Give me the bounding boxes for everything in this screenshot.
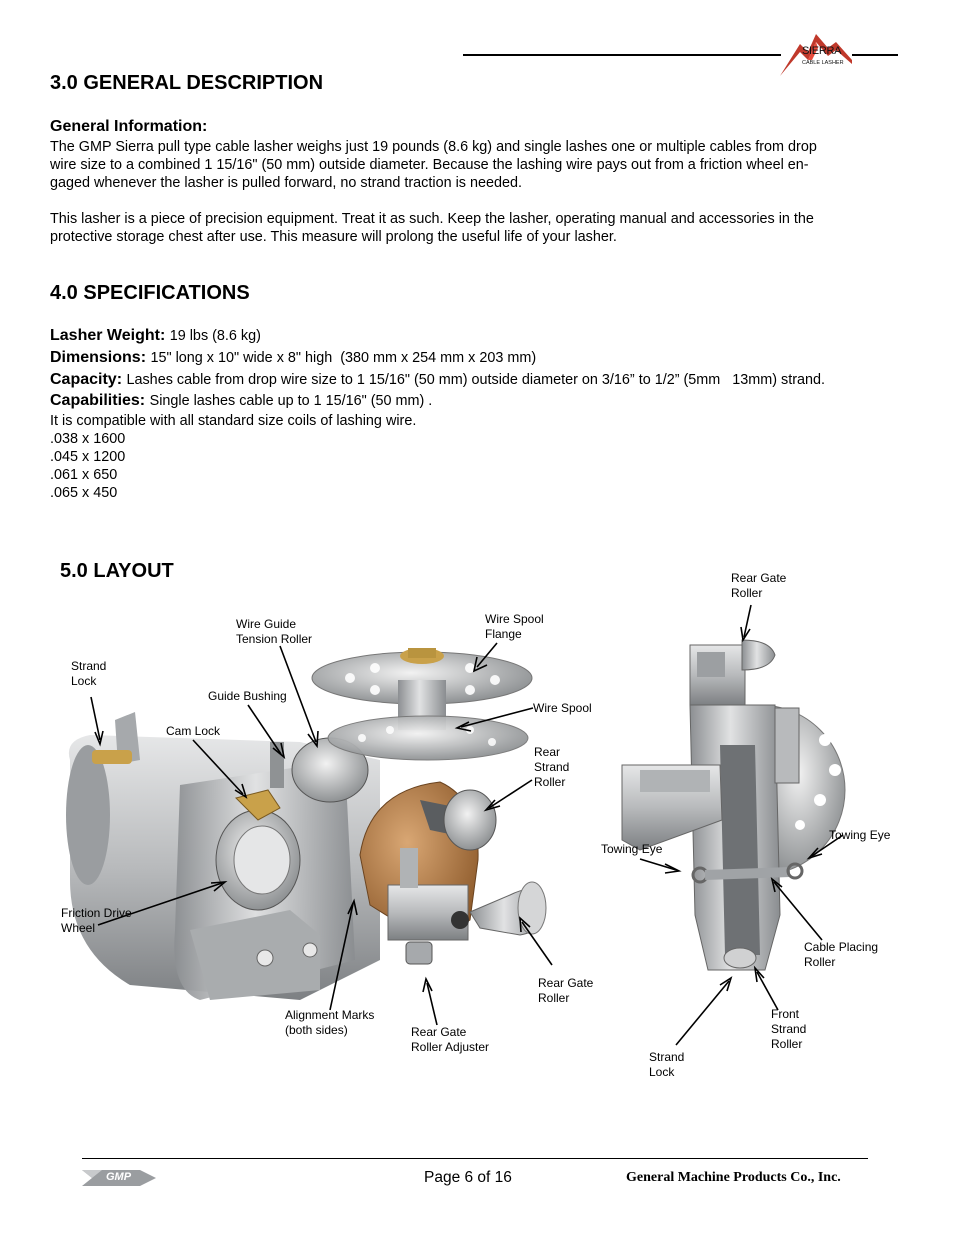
compat-line: It is compatible with all standard size coils of lashing wire. <box>50 413 417 429</box>
spec-dimensions-value: 15" long x 10" wide x 8" high (380 mm x 254 mm x 203 mm) <box>150 350 537 366</box>
callout-front-strand-roller <box>771 1007 806 1052</box>
callout-right-rear-gate-roller <box>731 571 786 601</box>
callout-wire-spool-flange <box>485 612 544 642</box>
callout-line: Flange <box>485 627 522 641</box>
callout-cam-lock <box>166 724 220 739</box>
callout-line: (both sides) <box>285 1023 348 1037</box>
callout-right-towing-eye <box>829 828 890 843</box>
section-5-title: 5.0 LAYOUT <box>60 560 174 582</box>
gmp-logo-text: GMP <box>106 1171 132 1183</box>
callout-line: Roller <box>538 991 570 1005</box>
logo-subtext: CABLE LASHER <box>802 60 844 66</box>
spec-weight-label: Lasher Weight: <box>50 327 166 344</box>
spec-capabilities-value: Single lashes cable up to 1 15/16" (50 mm) . <box>149 393 433 409</box>
callout-wire-guide-tension-roller <box>236 617 312 647</box>
coil-item: .038 x 1600 <box>50 431 126 447</box>
paragraph-line: This lasher is a piece of precision equipment. Treat it as such. Keep the lasher, operating manual and accessories in the <box>50 211 814 227</box>
spec-dimensions-label: Dimensions: <box>50 349 147 366</box>
callout-line: Towing Eye <box>601 842 663 856</box>
callout-rear-strand-roller <box>534 745 569 790</box>
callout-line: Wire Guide <box>236 617 297 631</box>
paragraph-line: protective storage chest after use. This measure will prolong the useful life of your lasher. <box>50 229 617 245</box>
callout-right-strand-lock <box>649 1050 684 1080</box>
callout-line: Strand <box>649 1050 685 1064</box>
callout-line: Front <box>771 1007 800 1021</box>
callout-wire-spool <box>533 701 592 716</box>
callout-line: Wire Spool <box>485 612 544 626</box>
paragraph-line: gaged whenever the lasher is pulled forward, no strand traction is needed. <box>50 175 522 191</box>
callout-line: Lock <box>71 674 97 688</box>
callout-line: Lock <box>649 1065 675 1079</box>
section-3-subtitle: General Information: <box>50 118 208 135</box>
callout-line: Roller <box>804 955 836 969</box>
callout-line: Towing Eye <box>829 828 891 842</box>
spec-capacity-label: Capacity: <box>50 371 123 388</box>
page-number: Page 6 of 16 <box>424 1169 512 1186</box>
callout-line: Strand <box>71 659 107 673</box>
callout-line: Tension Roller <box>236 632 313 646</box>
callout-line: Wire Spool <box>533 701 592 715</box>
callout-line: Alignment Marks <box>285 1008 375 1022</box>
callout-left-towing-eye <box>601 842 662 857</box>
callout-line: Roller <box>534 775 566 789</box>
coil-item: .061 x 650 <box>50 467 118 483</box>
footer-rule <box>82 1158 868 1159</box>
callout-line: Cam Lock <box>166 724 221 738</box>
callout-line: Guide Bushing <box>208 689 287 703</box>
paragraph-line: The GMP Sierra pull type cable lasher weighs just 19 pounds (8.6 kg) and single lashes one or multiple cables from drop <box>50 139 817 155</box>
callout-line: Friction Drive <box>61 906 132 920</box>
callout-rear-gate-roller-adjuster <box>411 1025 489 1055</box>
spec-capacity-value: Lashes cable from drop wire size to 1 15/16" (50 mm) outside diameter on 3/16” to 1/2” (5mm 13mm) strand. <box>126 372 826 388</box>
callout-line: Rear Gate <box>411 1025 467 1039</box>
company-name: General Machine Products Co., Inc. <box>626 1170 841 1185</box>
spec-weight-value: 19 lbs (8.6 kg) <box>169 328 261 344</box>
callout-line: Wheel <box>61 921 96 935</box>
paragraph-line: wire size to a combined 1 15/16" (50 mm) outside diameter. Because the lashing wire pays out from a friction wheel en- <box>50 157 809 173</box>
callout-line: Strand <box>534 760 570 774</box>
callout-line: Strand <box>771 1022 807 1036</box>
section-4-title: 4.0 SPECIFICATIONS <box>50 282 250 304</box>
gmp-logo <box>82 1166 158 1190</box>
callout-rear-gate-roller <box>538 976 593 1006</box>
callout-line: Rear Gate <box>731 571 787 585</box>
callout-guide-bushing <box>208 689 287 704</box>
spec-capabilities-label: Capabilities: <box>50 392 146 409</box>
callout-line: Roller <box>771 1037 803 1051</box>
callout-line: Rear <box>534 745 561 759</box>
callout-line: Cable Placing <box>804 940 879 954</box>
callout-cable-placing-roller <box>804 940 878 970</box>
callout-line: Roller Adjuster <box>411 1040 490 1054</box>
coil-item: .065 x 450 <box>50 485 118 501</box>
section-3-title: 3.0 GENERAL DESCRIPTION <box>50 72 324 94</box>
callout-strand-lock <box>71 659 106 689</box>
callout-line: Roller <box>731 586 763 600</box>
coil-item: .045 x 1200 <box>50 449 126 465</box>
logo-text: SIERRA <box>802 45 842 57</box>
callout-line: Rear Gate <box>538 976 594 990</box>
callout-friction-drive-wheel <box>61 906 132 936</box>
callout-alignment-marks <box>285 1008 374 1038</box>
